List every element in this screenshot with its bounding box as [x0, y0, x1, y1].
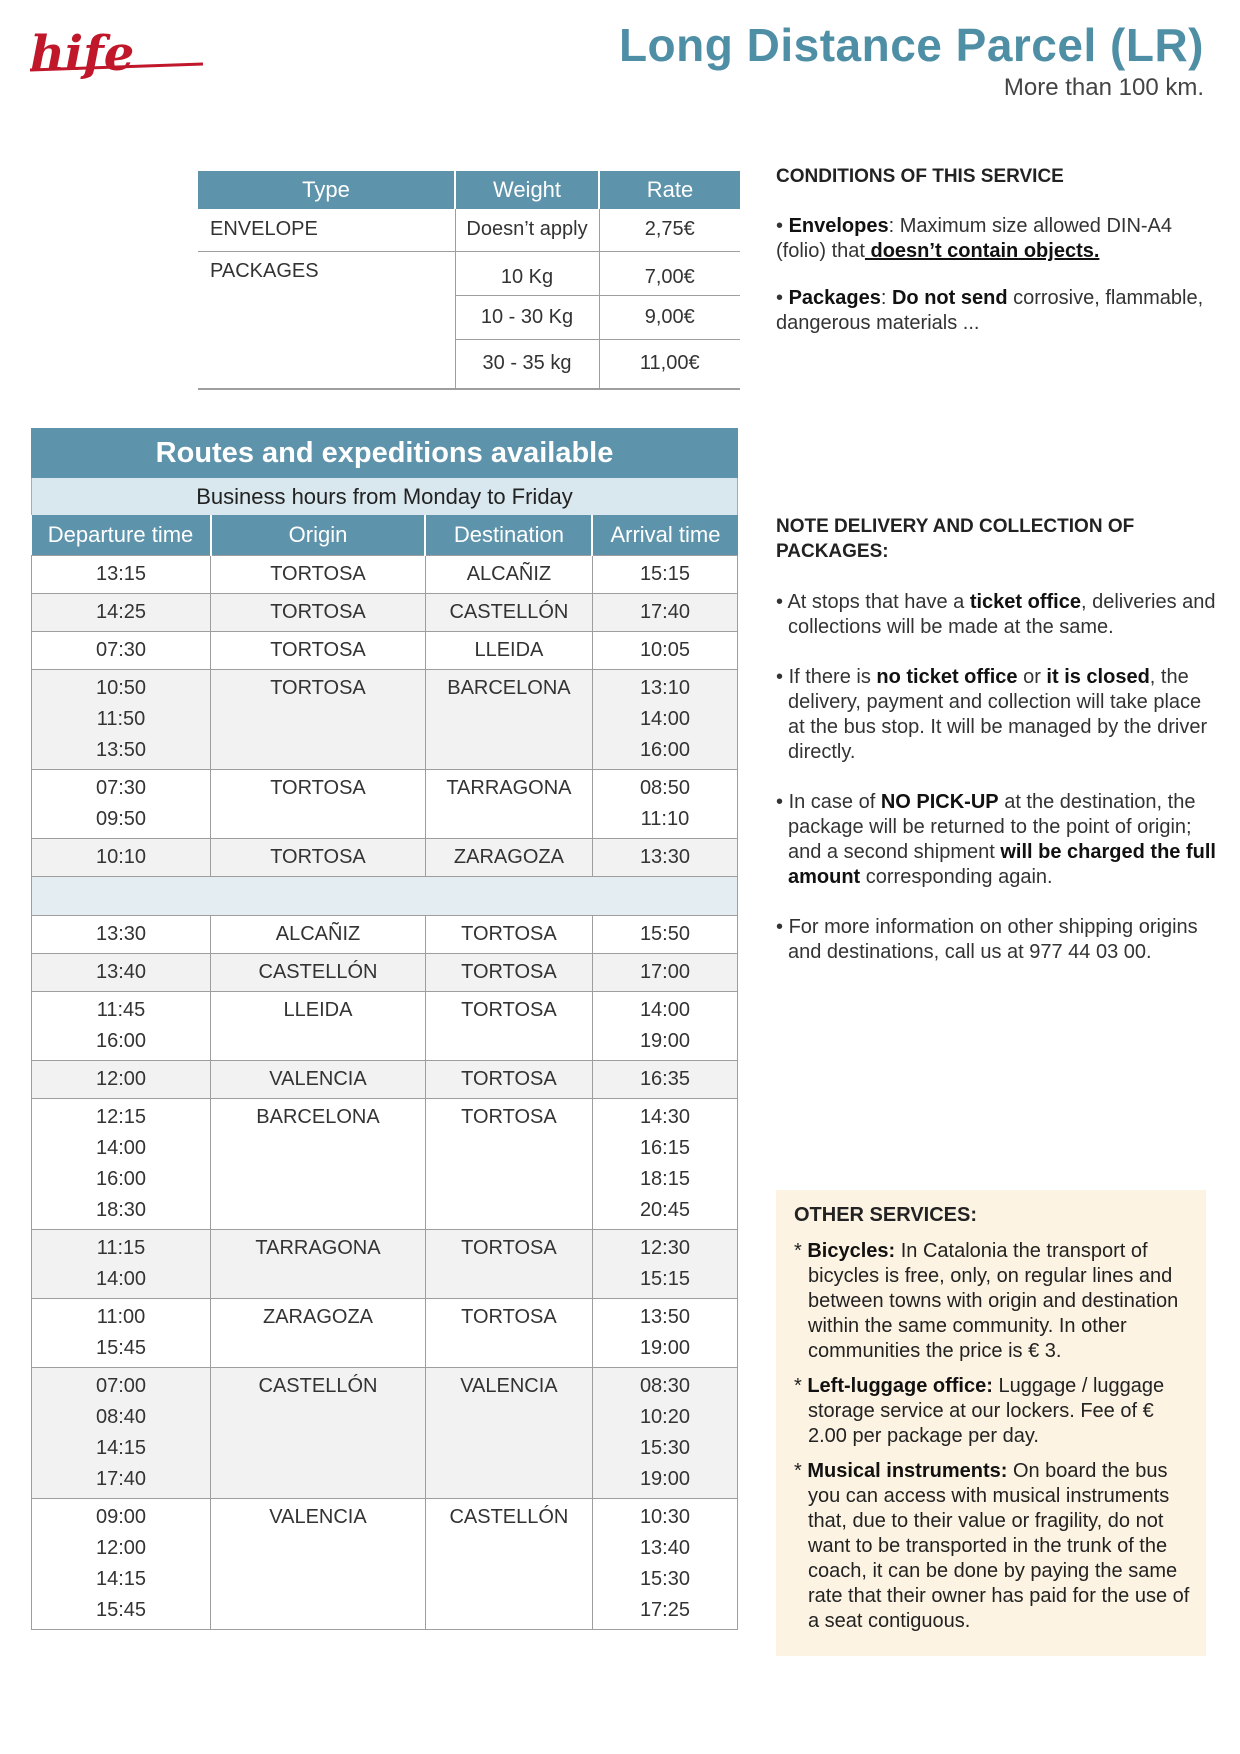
arrival-cell-value: 13:10 [639, 677, 690, 699]
departure-cell-value: 11:15 [96, 1237, 146, 1259]
departure-cell-value: 14:15 [96, 1568, 147, 1590]
conditions-section [776, 166, 1216, 358]
note-item: • If there is no ticket office or it is closed, the delivery, payment and collection will take place at the bus stop. It will be managed by the driver directly. [776, 666, 1208, 763]
arrival-cell-value: 08:30 [639, 1375, 690, 1397]
destination-cell: TORTOSA [425, 1299, 592, 1368]
rate-value: 7,00€ [599, 251, 740, 295]
arrival-cell-value: 10:30 [639, 1506, 690, 1528]
arrival-cell [592, 992, 737, 1061]
table-row [32, 632, 738, 670]
departure-cell-value: 09:50 [96, 808, 147, 830]
table-row [32, 670, 738, 770]
departure-cell-value: 17:40 [96, 1468, 147, 1490]
origin-cell: LLEIDA [211, 992, 426, 1061]
col-destination: Destination [425, 515, 592, 556]
arrival-cell-value: 16:00 [639, 739, 690, 761]
departure-cell [32, 1499, 211, 1630]
logo-text: hife [30, 26, 135, 82]
origin-cell: TORTOSA [211, 839, 426, 877]
destination-cell: TARRAGONA [425, 770, 592, 839]
arrival-cell-value: 17:25 [639, 1599, 690, 1621]
arrival-cell [592, 1099, 737, 1230]
table-row [32, 556, 738, 594]
origin-cell: BARCELONA [211, 1099, 426, 1230]
origin-cell: TORTOSA [211, 594, 426, 632]
table-row [32, 1099, 738, 1230]
arrival-cell-value: 11:10 [640, 808, 690, 830]
origin-cell: VALENCIA [211, 1499, 426, 1630]
destination-cell: TORTOSA [425, 916, 592, 954]
rate-value: 2,75€ [599, 209, 740, 251]
arrival-cell [592, 594, 737, 632]
departure-cell-value: 11:45 [96, 999, 146, 1021]
arrival-cell [592, 1499, 737, 1630]
arrival-cell [592, 1230, 737, 1299]
col-arrival: Arrival time [592, 515, 737, 556]
arrival-cell-value: 17:00 [639, 961, 690, 983]
arrival-cell-value: 14:00 [639, 708, 690, 730]
packages-label: Packages [788, 287, 881, 309]
arrival-cell [592, 839, 737, 877]
origin-cell: CASTELLÓN [211, 954, 426, 992]
departure-cell [32, 1368, 211, 1499]
rate-value: 11,00€ [599, 339, 740, 389]
destination-cell: LLEIDA [425, 632, 592, 670]
origin-cell: TORTOSA [211, 556, 426, 594]
departure-cell [32, 594, 211, 632]
origin-cell: TORTOSA [211, 670, 426, 770]
arrival-cell [592, 1299, 737, 1368]
col-origin: Origin [211, 515, 426, 556]
arrival-cell [592, 556, 737, 594]
departure-cell [32, 1230, 211, 1299]
arrival-cell-value: 10:05 [639, 639, 690, 661]
rate-type: ENVELOPE [198, 209, 455, 251]
packages-bold: Do not send [891, 287, 1008, 309]
table-row [32, 1499, 738, 1630]
departure-cell [32, 1299, 211, 1368]
departure-cell-value: 14:25 [96, 601, 147, 623]
envelopes-underline: doesn’t contain objects. [864, 240, 1100, 262]
rates-header-type: Type [198, 171, 455, 209]
routes-title: Routes and expeditions available [31, 428, 738, 478]
page-subtitle: More than 100 km. [1003, 74, 1204, 101]
departure-cell [32, 992, 211, 1061]
origin-cell: TORTOSA [211, 770, 426, 839]
condition-packages: • Packages: Do not send corrosive, flammable, dangerous materials ... [776, 287, 1204, 334]
departure-cell-value: 13:30 [96, 923, 147, 945]
origin-cell: CASTELLÓN [211, 1368, 426, 1499]
departure-cell-value: 12:00 [96, 1068, 147, 1090]
hife-logo [28, 26, 208, 86]
arrival-cell-value: 20:45 [639, 1199, 690, 1221]
note-item: • In case of NO PICK-UP at the destination, the package will be returned to the point of origin; and a second shipment will be charged the full amount corresponding again. [776, 791, 1216, 888]
origin-cell: ZARAGOZA [211, 1299, 426, 1368]
destination-cell: TORTOSA [425, 1061, 592, 1099]
departure-cell-value: 11:00 [96, 1306, 146, 1328]
table-row [32, 1230, 738, 1299]
envelopes-label: Envelopes [788, 215, 889, 237]
arrival-cell-value: 13:50 [639, 1306, 690, 1328]
departure-cell [32, 1099, 211, 1230]
departure-cell [32, 954, 211, 992]
departure-cell-value: 12:00 [96, 1537, 147, 1559]
service-instruments: * Musical instruments: On board the bus you can access with musical instruments that, due to their value or fragility, do not want to be transported in the trunk of the coach, it can be done by paying the same rate that their owner has paid for the use of a seat contiguous. [794, 1460, 1190, 1632]
conditions-heading: CONDITIONS OF THIS SERVICE [776, 166, 1064, 187]
rate-weight: 10 Kg [455, 251, 599, 295]
origin-cell: TORTOSA [211, 632, 426, 670]
arrival-cell [592, 954, 737, 992]
departure-cell-value: 09:00 [96, 1506, 147, 1528]
other-services-heading: OTHER SERVICES: [794, 1204, 977, 1226]
destination-cell: TORTOSA [425, 1099, 592, 1230]
destination-cell: TORTOSA [425, 992, 592, 1061]
service-bicycles: * Bicycles: In Catalonia the transport of bicycles is free, only, on regular lines and between towns with origin and destination within the same community. In other communities the price is € 3. [794, 1240, 1179, 1362]
arrival-cell-value: 08:50 [639, 777, 690, 799]
rate-value: 9,00€ [599, 295, 740, 339]
arrival-cell-value: 15:30 [639, 1568, 690, 1590]
routes-body [32, 556, 738, 1630]
rate-weight: 30 - 35 kg [455, 339, 599, 389]
rates-header-rate: Rate [599, 171, 740, 209]
destination-cell: TORTOSA [425, 1230, 592, 1299]
arrival-cell-value: 13:30 [639, 846, 690, 868]
destination-cell: TORTOSA [425, 954, 592, 992]
table-row [32, 1061, 738, 1099]
table-separator [32, 877, 738, 916]
arrival-cell-value: 12:30 [639, 1237, 690, 1259]
note-section [776, 514, 1216, 990]
arrival-cell-value: 19:00 [639, 1030, 690, 1052]
rates-header-weight: Weight [455, 171, 599, 209]
note-item: • For more information on other shipping origins and destinations, call us at 977 44 03 00. [776, 916, 1198, 963]
departure-cell-value: 16:00 [96, 1168, 147, 1190]
departure-cell [32, 770, 211, 839]
table-row [32, 1368, 738, 1499]
origin-cell: TARRAGONA [211, 1230, 426, 1299]
note-heading: NOTE DELIVERY AND COLLECTION OF PACKAGES: [776, 516, 1135, 562]
arrival-cell-value: 14:00 [639, 999, 690, 1021]
page-header [619, 18, 1204, 102]
arrival-cell [592, 916, 737, 954]
rate-type-packages: PACKAGES [198, 251, 455, 389]
table-row [32, 916, 738, 954]
arrival-cell-value: 19:00 [639, 1468, 690, 1490]
departure-cell [32, 1061, 211, 1099]
arrival-cell [592, 1061, 737, 1099]
routes-table [31, 515, 738, 1630]
arrival-cell [592, 1368, 737, 1499]
departure-cell [32, 556, 211, 594]
departure-cell-value: 07:00 [96, 1375, 147, 1397]
departure-cell [32, 916, 211, 954]
destination-cell: CASTELLÓN [425, 594, 592, 632]
departure-cell [32, 839, 211, 877]
departure-cell-value: 07:30 [96, 639, 147, 661]
service-luggage: * Left-luggage office: Luggage / luggage storage service at our lockers. Fee of € 2.00 per package per day. [794, 1375, 1165, 1447]
arrival-cell-value: 14:30 [639, 1106, 690, 1128]
destination-cell: BARCELONA [425, 670, 592, 770]
origin-cell: VALENCIA [211, 1061, 426, 1099]
table-row [32, 594, 738, 632]
table-row [32, 992, 738, 1061]
packages-text: corrosive, flammable, dangerous materials ... [776, 287, 1204, 334]
arrival-cell-value: 10:20 [639, 1406, 690, 1428]
rates-table [198, 171, 740, 390]
table-row [32, 839, 738, 877]
note-item: • At stops that have a ticket office, deliveries and collections will be made at the same. [776, 591, 1216, 638]
departure-cell-value: 15:45 [96, 1599, 147, 1621]
arrival-cell-value: 15:15 [639, 563, 690, 585]
destination-cell: CASTELLÓN [425, 1499, 592, 1630]
arrival-cell-value: 18:15 [639, 1168, 690, 1190]
arrival-cell-value: 17:40 [639, 601, 690, 623]
page-title: Long Distance Parcel (LR) [618, 19, 1204, 71]
rate-weight: 10 - 30 Kg [455, 295, 599, 339]
departure-cell-value: 14:15 [96, 1437, 147, 1459]
table-row [32, 954, 738, 992]
arrival-cell-value: 16:15 [639, 1137, 690, 1159]
departure-cell-value: 13:50 [96, 739, 147, 761]
destination-cell: VALENCIA [425, 1368, 592, 1499]
destination-cell: ALCAÑIZ [425, 556, 592, 594]
departure-cell-value: 16:00 [96, 1030, 147, 1052]
departure-cell-value: 13:15 [96, 563, 147, 585]
departure-cell [32, 632, 211, 670]
departure-cell-value: 08:40 [96, 1406, 147, 1428]
departure-cell-value: 12:15 [96, 1106, 147, 1128]
departure-cell-value: 18:30 [96, 1199, 147, 1221]
departure-cell [32, 670, 211, 770]
destination-cell: ZARAGOZA [425, 839, 592, 877]
departure-cell-value: 13:40 [96, 961, 147, 983]
departure-cell-value: 15:45 [96, 1337, 147, 1359]
arrival-cell-value: 13:40 [639, 1537, 690, 1559]
col-departure: Departure time [32, 515, 211, 556]
departure-cell-value: 14:00 [96, 1137, 147, 1159]
envelopes-text: : Maximum size allowed DIN-A4 (folio) that [776, 215, 1173, 262]
departure-cell-value: 11:50 [96, 708, 146, 730]
departure-cell-value: 07:30 [96, 777, 147, 799]
routes-subtitle: Business hours from Monday to Friday [31, 478, 738, 515]
table-row [32, 770, 738, 839]
origin-cell: ALCAÑIZ [211, 916, 426, 954]
arrival-cell [592, 670, 737, 770]
arrival-cell-value: 19:00 [639, 1337, 690, 1359]
other-services-box [776, 1190, 1206, 1656]
table-row [32, 1299, 738, 1368]
arrival-cell [592, 770, 737, 839]
condition-envelopes: • Envelopes: Maximum size allowed DIN-A4 (folio) that doesn’t contain objects. [776, 215, 1173, 262]
routes-section [31, 428, 738, 1630]
rate-weight: Doesn’t apply [455, 209, 599, 251]
arrival-cell-value: 15:15 [639, 1268, 690, 1290]
departure-cell-value: 10:10 [96, 846, 147, 868]
arrival-cell-value: 15:30 [639, 1437, 690, 1459]
departure-cell-value: 10:50 [96, 677, 147, 699]
arrival-cell-value: 15:50 [639, 923, 690, 945]
arrival-cell-value: 16:35 [639, 1068, 690, 1090]
arrival-cell [592, 632, 737, 670]
departure-cell-value: 14:00 [96, 1268, 147, 1290]
